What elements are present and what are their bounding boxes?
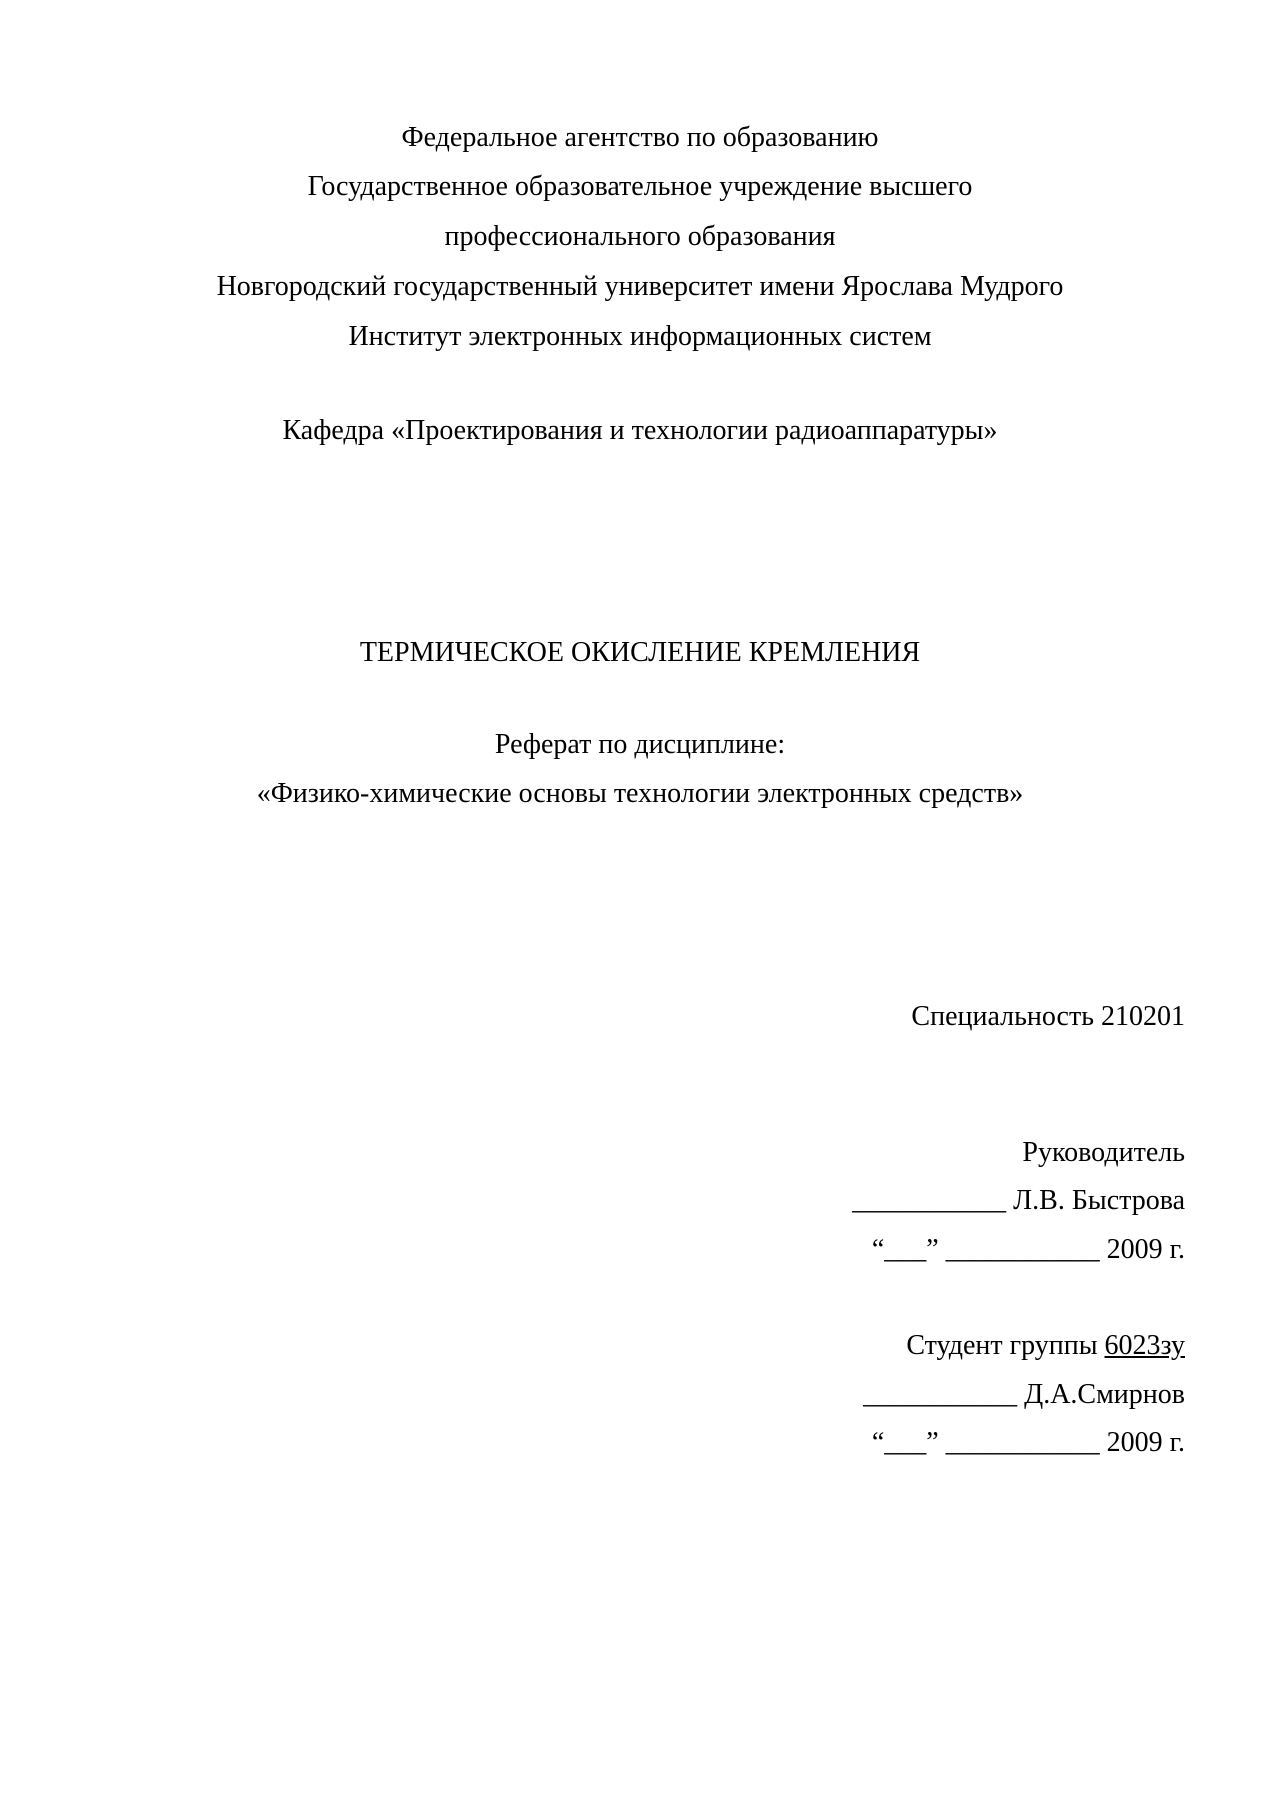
specialty-line: Специальность 210201 xyxy=(911,1001,1185,1032)
student-group-number: 6023зу xyxy=(1104,1330,1185,1361)
institute-line: Институт электронных информационных систем xyxy=(348,321,932,352)
work-title: ТЕРМИЧЕСКОЕ ОКИСЛЕНИЕ КРЕМЛЕНИЯ xyxy=(359,637,921,668)
supervisor-date-line: “___” ___________ 2009 г. xyxy=(871,1234,1185,1265)
institution-line-1: Государственное образовательное учреждение высшего xyxy=(307,171,973,202)
work-subtitle: Реферат по дисциплине: xyxy=(494,729,786,760)
student-signature-line: ___________ Д.А.Смирнов xyxy=(863,1379,1185,1410)
student-group-line xyxy=(906,1329,1185,1363)
student-date-line: “___” ___________ 2009 г. xyxy=(871,1427,1185,1458)
university-line: Новгородский государственный университет имени Ярослава Мудрого xyxy=(216,271,1064,302)
discipline-name: «Физико-химические основы технологии электронных средств» xyxy=(256,778,1024,809)
supervisor-label: Руководитель xyxy=(1022,1137,1185,1168)
department-line: Кафедра «Проектирования и технологии радиоаппаратуры» xyxy=(282,415,998,446)
supervisor-signature-line: ___________ Л.В. Быстрова xyxy=(852,1185,1185,1216)
institution-line-2: профессионального образования xyxy=(444,221,836,252)
agency-line: Федеральное агентство по образованию xyxy=(401,122,879,153)
student-label: Студент группы xyxy=(906,1330,1105,1361)
